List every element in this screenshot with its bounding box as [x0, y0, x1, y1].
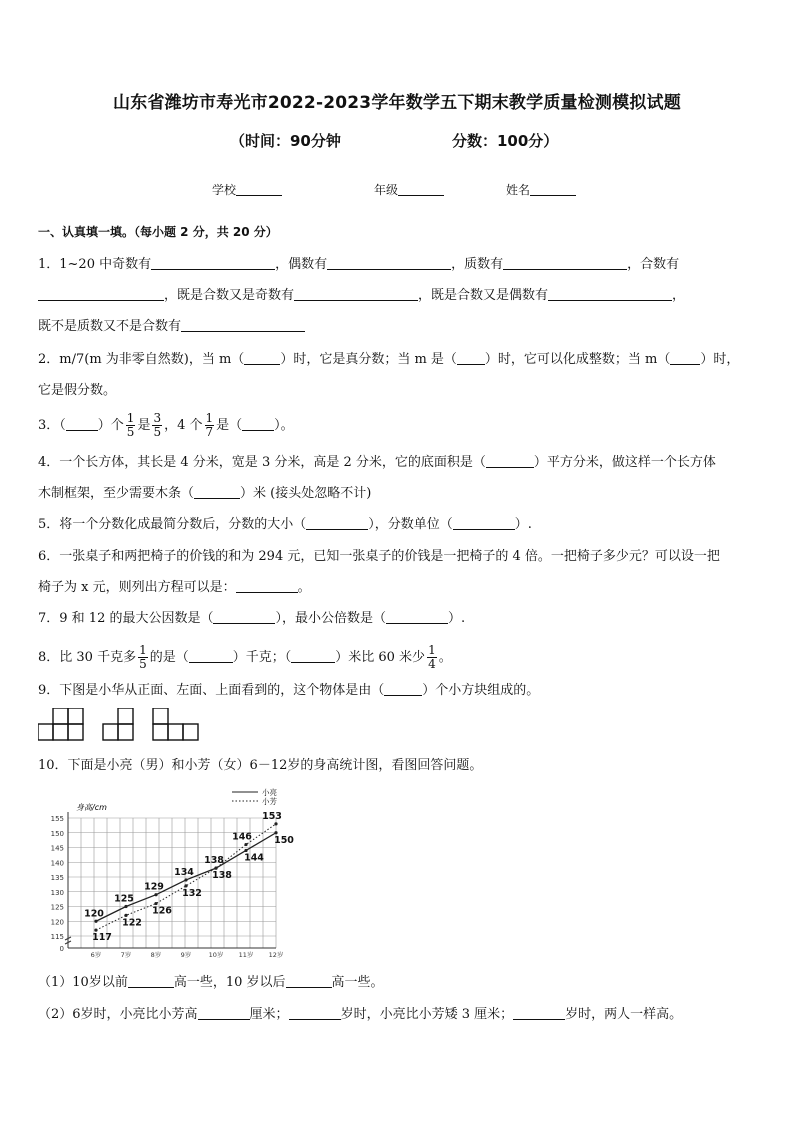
data-label: 138 — [204, 855, 224, 867]
y-tick-label: 150 — [50, 829, 64, 838]
grade-field — [374, 181, 444, 198]
data-label: 122 — [122, 917, 142, 929]
data-label: 117 — [92, 932, 112, 944]
x-tick-label: 6岁 — [90, 951, 102, 959]
height-line-chart — [36, 780, 298, 966]
y-tick-label: 0 — [59, 945, 64, 953]
answer-blank[interactable] — [386, 611, 448, 624]
left-view-figure — [103, 708, 133, 740]
answer-blank[interactable] — [670, 352, 700, 365]
answer-blank[interactable] — [213, 611, 275, 624]
q8-text: 。 — [438, 650, 452, 665]
q3-text: ）个 — [97, 418, 124, 433]
question-3 — [38, 412, 294, 439]
question-6-line1: 6．一张桌子和两把椅子的价钱的和为 294 元，已知一张桌子的价钱是一把椅子的 4 倍。一把椅子多少元？可以设一把 — [38, 549, 720, 564]
data-point — [124, 905, 127, 908]
answer-blank[interactable] — [294, 288, 418, 301]
x-tick-label: 7岁 — [120, 951, 132, 959]
y-tick-labels — [51, 815, 64, 953]
data-label: 146 — [232, 831, 252, 843]
data-label: 132 — [182, 887, 202, 899]
q5-text: ），分数单位（ — [368, 517, 453, 532]
q1-text: ，合数有 — [627, 257, 680, 272]
q3-text: 3．（ — [38, 418, 66, 433]
answer-blank[interactable] — [327, 257, 451, 270]
question-5 — [38, 517, 532, 533]
q4-text: 4．一个长方体，其长是 4 分米，宽是 3 分米，高是 2 分米，它的底面积是（ — [38, 455, 486, 470]
q1-text: ，既是合数又是偶数有 — [418, 288, 549, 303]
school-blank[interactable] — [236, 183, 282, 196]
y-tick-label: 145 — [50, 844, 64, 853]
y-tick-label: 155 — [50, 815, 64, 823]
data-label: 125 — [114, 893, 134, 905]
numerator: 1 — [139, 643, 147, 657]
question-10: 10．下面是小亮（男）和小芳（女）6－12岁的身高统计图，看图回答问题。 — [38, 758, 483, 773]
q2-text: 2．m/7(m 为非零自然数)，当 m（ — [38, 352, 245, 367]
q1-text: ，偶数有 — [275, 257, 328, 272]
q9-text: 9．下图是小华从正面、左面、上面看到的，这个物体是由（ — [38, 683, 385, 698]
data-point — [274, 822, 277, 825]
data-label: 129 — [144, 881, 164, 893]
y-tick-label: 125 — [50, 903, 64, 912]
q5-text: 5．将一个分数化成最简分数后，分数的大小（ — [38, 517, 307, 532]
answer-blank[interactable] — [189, 650, 233, 663]
data-label: 126 — [152, 905, 172, 917]
answer-blank[interactable] — [151, 257, 275, 270]
q4-text: ）平方分米，做这样一个长方体 — [533, 455, 716, 470]
data-label: 150 — [274, 834, 294, 846]
school-label: 学校 — [212, 183, 237, 197]
denominator: 4 — [428, 657, 436, 671]
question-2-line2: 它是假分数。 — [38, 383, 117, 398]
question-10-part-1 — [38, 975, 384, 991]
y-tick-label: 135 — [50, 874, 64, 882]
exam-score: 分数：100分） — [452, 132, 559, 150]
y-tick-label: 140 — [50, 859, 64, 868]
q10-text: 厘米； — [249, 1007, 289, 1022]
question-4-line2 — [38, 486, 371, 502]
data-label: 138 — [212, 870, 232, 882]
q3-text: ，4 个 — [164, 418, 203, 433]
answer-blank[interactable] — [181, 319, 305, 332]
question-1-line2 — [38, 288, 685, 304]
answer-blank[interactable] — [289, 1007, 341, 1020]
answer-blank[interactable] — [384, 683, 422, 696]
exam-time: （时间：90分钟 — [230, 132, 341, 150]
question-8 — [38, 644, 452, 671]
data-label: 120 — [84, 908, 104, 920]
denominator: 7 — [205, 425, 214, 439]
q1-text: ，质数有 — [451, 257, 504, 272]
q2-text: ）时， — [700, 352, 740, 367]
question-4-line1 — [38, 455, 716, 471]
q7-text: ）. — [448, 611, 466, 626]
numerator: 1 — [126, 411, 135, 425]
data-point — [244, 843, 247, 846]
answer-blank[interactable] — [244, 352, 280, 365]
q3-text: ）。 — [274, 418, 294, 433]
question-1-line3 — [38, 319, 305, 335]
x-tick-label: 12岁 — [268, 951, 284, 959]
legend-label: 小亮 — [262, 788, 277, 797]
data-point — [184, 878, 187, 881]
q2-text: ）时，它是真分数；当 m 是（ — [280, 352, 457, 367]
x-tick-label: 10岁 — [208, 951, 224, 959]
fraction — [427, 644, 437, 671]
x-tick-labels — [91, 950, 284, 959]
answer-blank[interactable] — [128, 975, 174, 988]
answer-blank[interactable] — [194, 486, 240, 499]
q3-text: 是（ — [216, 418, 243, 433]
question-9 — [38, 683, 539, 699]
q4-text: 木制框架，至少需要木条（ — [38, 486, 195, 501]
q3-text: 是 — [137, 418, 151, 433]
x-tick-label: 9岁 — [180, 951, 192, 959]
data-label: 153 — [262, 810, 282, 822]
chart-legend — [232, 787, 277, 806]
data-point — [94, 920, 97, 923]
data-label: 144 — [244, 852, 264, 864]
data-label: 134 — [174, 866, 194, 878]
q6-text: 。 — [297, 580, 311, 595]
question-1-line1 — [38, 257, 679, 273]
question-2-line1 — [38, 352, 739, 368]
answer-blank[interactable] — [198, 1007, 250, 1020]
answer-blank[interactable] — [306, 517, 368, 530]
top-view-figure — [153, 708, 198, 740]
answer-blank[interactable] — [548, 288, 672, 301]
answer-blank[interactable] — [503, 257, 627, 270]
answer-blank[interactable] — [242, 418, 274, 431]
numerator: 1 — [205, 411, 214, 425]
question-10-part-2 — [38, 1007, 682, 1023]
y-tick-label: 130 — [50, 888, 64, 897]
answer-blank[interactable] — [66, 418, 98, 431]
x-tick-label: 8岁 — [150, 951, 162, 959]
q7-text: ），最小公倍数是（ — [275, 611, 386, 626]
q10-text: 高一些，10 岁以后 — [173, 975, 286, 990]
q10-text: （2）6岁时，小亮比小芳高 — [38, 1007, 198, 1022]
q10-text: 高一些。 — [331, 975, 384, 990]
q1-text: ， — [672, 288, 686, 303]
y-tick-label: 115 — [50, 933, 64, 941]
school-field — [212, 181, 282, 198]
q7-text: 7．9 和 12 的最大公因数是（ — [38, 611, 214, 626]
answer-blank[interactable] — [38, 288, 164, 301]
q5-text: ）. — [514, 517, 532, 532]
front-view-figure — [38, 708, 83, 740]
q8-text: ）千克；（ — [232, 650, 292, 665]
answer-blank[interactable] — [457, 352, 485, 365]
q1-text: 既不是质数又不是合数有 — [38, 319, 182, 334]
y-axis-label: 身高/cm — [76, 803, 107, 812]
question-6-line2 — [38, 580, 311, 596]
answer-blank[interactable] — [236, 580, 298, 593]
x-tick-label: 11岁 — [238, 951, 254, 959]
numerator: 1 — [428, 643, 436, 657]
grade-blank[interactable] — [398, 183, 444, 196]
section-heading: 一、认真填一填。（每小题 2 分，共 20 分） — [38, 225, 278, 239]
fraction — [205, 412, 215, 439]
q9-text: ）个小方块组成的。 — [422, 683, 540, 698]
q4-text: ）米 (接头处忽略不计) — [240, 486, 372, 501]
denominator: 5 — [153, 425, 162, 439]
three-view-figures — [38, 708, 208, 744]
name-label: 姓名 — [506, 183, 531, 197]
answer-blank[interactable] — [291, 650, 335, 663]
fraction — [126, 412, 136, 439]
denominator: 5 — [126, 425, 135, 439]
q1-text: ，既是合数又是奇数有 — [164, 288, 295, 303]
q8-text: 8．比 30 千克多 — [38, 650, 137, 665]
q8-text: 的是（ — [149, 650, 189, 665]
fraction — [138, 644, 148, 671]
page-title: 山东省潍坊市寿光市2022-2023学年数学五下期末教学质量检测模拟试题 — [113, 93, 681, 113]
q10-text: 岁时，小亮比小芳矮 3 厘米； — [340, 1007, 514, 1022]
q6-text: 椅子为 x 元，则列出方程可以是： — [38, 580, 236, 595]
q8-text: ）米比 60 米少 — [335, 650, 426, 665]
grade-label: 年级 — [374, 183, 399, 197]
data-point — [154, 893, 157, 896]
answer-blank[interactable] — [486, 455, 534, 468]
name-field — [506, 181, 576, 198]
q10-text: 岁时，两人一样高。 — [565, 1007, 683, 1022]
q1-text: 1．1~20 中奇数有 — [38, 257, 152, 272]
y-tick-label: 120 — [50, 918, 64, 927]
question-7 — [38, 611, 465, 627]
answer-blank[interactable] — [513, 1007, 565, 1020]
answer-blank[interactable] — [286, 975, 332, 988]
numerator: 3 — [153, 411, 162, 425]
name-blank[interactable] — [530, 183, 576, 196]
fraction — [152, 412, 162, 439]
legend-label: 小芳 — [262, 797, 277, 806]
q2-text: ）时，它可以化成整数；当 m（ — [484, 352, 671, 367]
answer-blank[interactable] — [453, 517, 515, 530]
q10-text: （1）10岁以前 — [38, 975, 128, 990]
denominator: 5 — [139, 657, 147, 671]
